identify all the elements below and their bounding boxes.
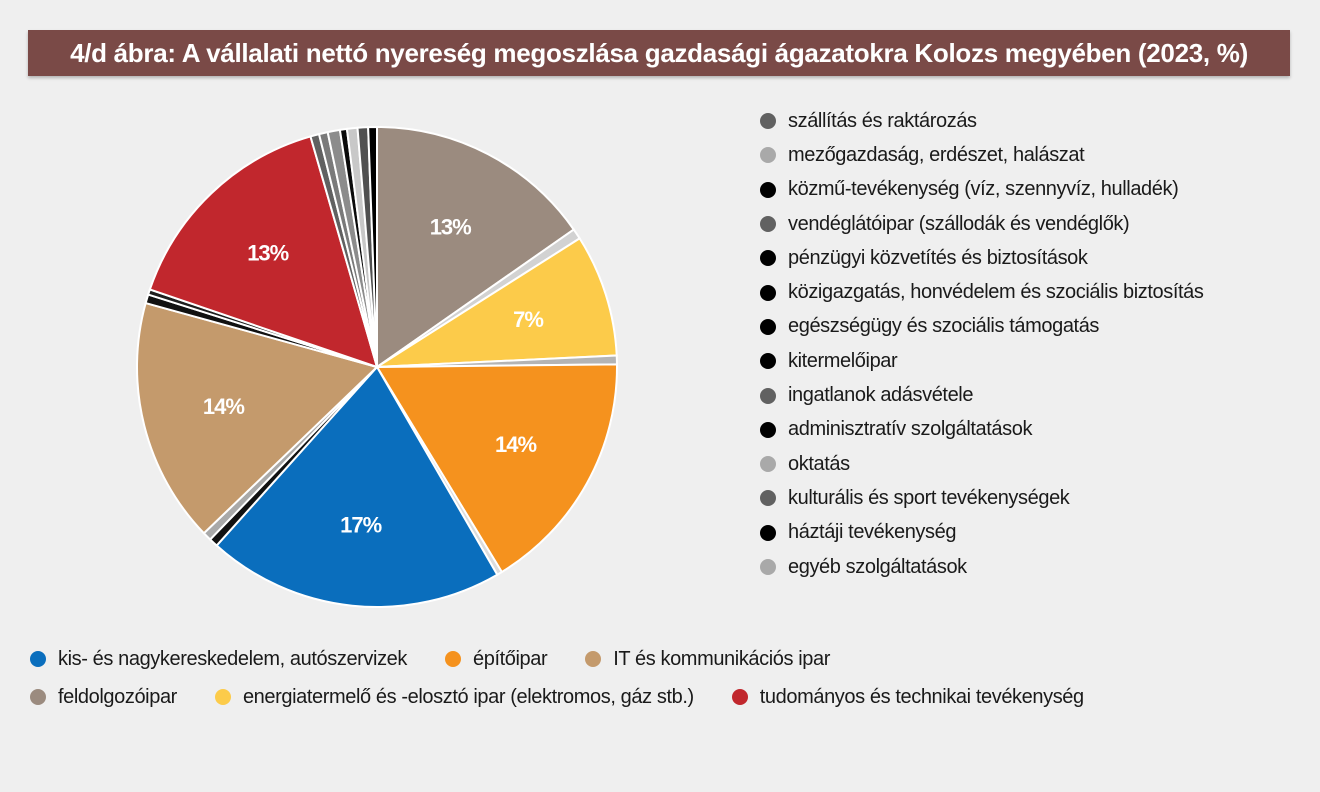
slice-label: 13%	[429, 214, 471, 240]
legend-label: egyéb szolgáltatások	[788, 555, 967, 578]
legend-bottom	[30, 640, 1300, 716]
legend-item	[760, 104, 1300, 138]
legend-label: mezőgazdaság, erdészet, halászat	[788, 143, 1085, 166]
legend-swatch	[760, 559, 776, 575]
legend-label: tudományos és technikai tevékenység	[759, 685, 1084, 708]
legend-item	[585, 648, 830, 671]
legend-label: kis- és nagykereskedelem, autószervizek	[58, 647, 407, 670]
legend-label: háztáji tevékenység	[788, 521, 957, 544]
legend-swatch	[30, 689, 46, 705]
legend-item	[30, 648, 407, 671]
legend-row	[30, 678, 1300, 716]
legend-label: ingatlanok adásvétele	[788, 384, 974, 407]
legend-label: kulturális és sport tevékenységek	[788, 486, 1070, 509]
legend-label: vendéglátóipar (szállodák és vendéglők)	[788, 212, 1130, 235]
legend-swatch	[760, 285, 776, 301]
legend-item	[760, 310, 1300, 344]
legend-row	[30, 640, 1300, 678]
legend-item	[760, 207, 1300, 241]
legend-item	[760, 516, 1300, 550]
legend-label: oktatás	[788, 452, 850, 475]
legend-swatch	[760, 353, 776, 369]
slice-label: 17%	[340, 512, 382, 538]
slice-label: 14%	[202, 393, 244, 419]
legend-label: energiatermelő és -elosztó ipar (elektromos, gáz stb.)	[242, 685, 694, 708]
legend-item	[760, 550, 1300, 584]
chart-title: 4/d ábra: A vállalati nettó nyereség megoszlása gazdasági ágazatokra Kolozs megyében (2023, %)	[28, 30, 1290, 76]
legend-label: építőipar	[473, 647, 548, 670]
legend-label: adminisztratív szolgáltatások	[788, 418, 1033, 441]
legend-item	[760, 173, 1300, 207]
legend-swatch	[760, 422, 776, 438]
legend-swatch	[760, 525, 776, 541]
legend-swatch	[760, 113, 776, 129]
legend-label: pénzügyi közvetítés és biztosítások	[788, 246, 1088, 269]
legend-swatch	[30, 651, 46, 667]
legend-item	[732, 686, 1084, 709]
legend-swatch	[585, 651, 601, 667]
legend-item	[760, 138, 1300, 172]
legend-right	[760, 104, 1300, 584]
legend-item	[215, 686, 694, 709]
legend-item	[760, 275, 1300, 309]
legend-swatch	[760, 147, 776, 163]
legend-swatch	[760, 250, 776, 266]
legend-item	[445, 648, 547, 671]
legend-item	[760, 481, 1300, 515]
legend-label: szállítás és raktározás	[788, 109, 977, 132]
legend-label: kitermelőipar	[788, 349, 898, 372]
legend-swatch	[760, 182, 776, 198]
legend-swatch	[760, 490, 776, 506]
legend-item	[760, 344, 1300, 378]
legend-swatch	[732, 689, 748, 705]
legend-swatch	[760, 456, 776, 472]
legend-label: IT és kommunikációs ipar	[613, 647, 831, 670]
legend-item	[760, 447, 1300, 481]
legend-item	[30, 686, 177, 709]
slice-label: 7%	[513, 307, 543, 333]
slice-label: 13%	[247, 240, 289, 266]
legend-swatch	[760, 216, 776, 232]
slice-label: 14%	[495, 431, 537, 457]
legend-item	[760, 241, 1300, 275]
legend-swatch	[760, 319, 776, 335]
legend-swatch	[760, 388, 776, 404]
legend-label: feldolgozóipar	[58, 685, 177, 708]
legend-label: közigazgatás, honvédelem és szociális biztosítás	[788, 281, 1204, 304]
legend-label: egészségügy és szociális támogatás	[788, 315, 1100, 338]
legend-swatch	[215, 689, 231, 705]
legend-item	[760, 378, 1300, 412]
legend-item	[760, 413, 1300, 447]
legend-label: közmű-tevékenység (víz, szennyvíz, hulladék)	[788, 178, 1179, 201]
legend-swatch	[445, 651, 461, 667]
